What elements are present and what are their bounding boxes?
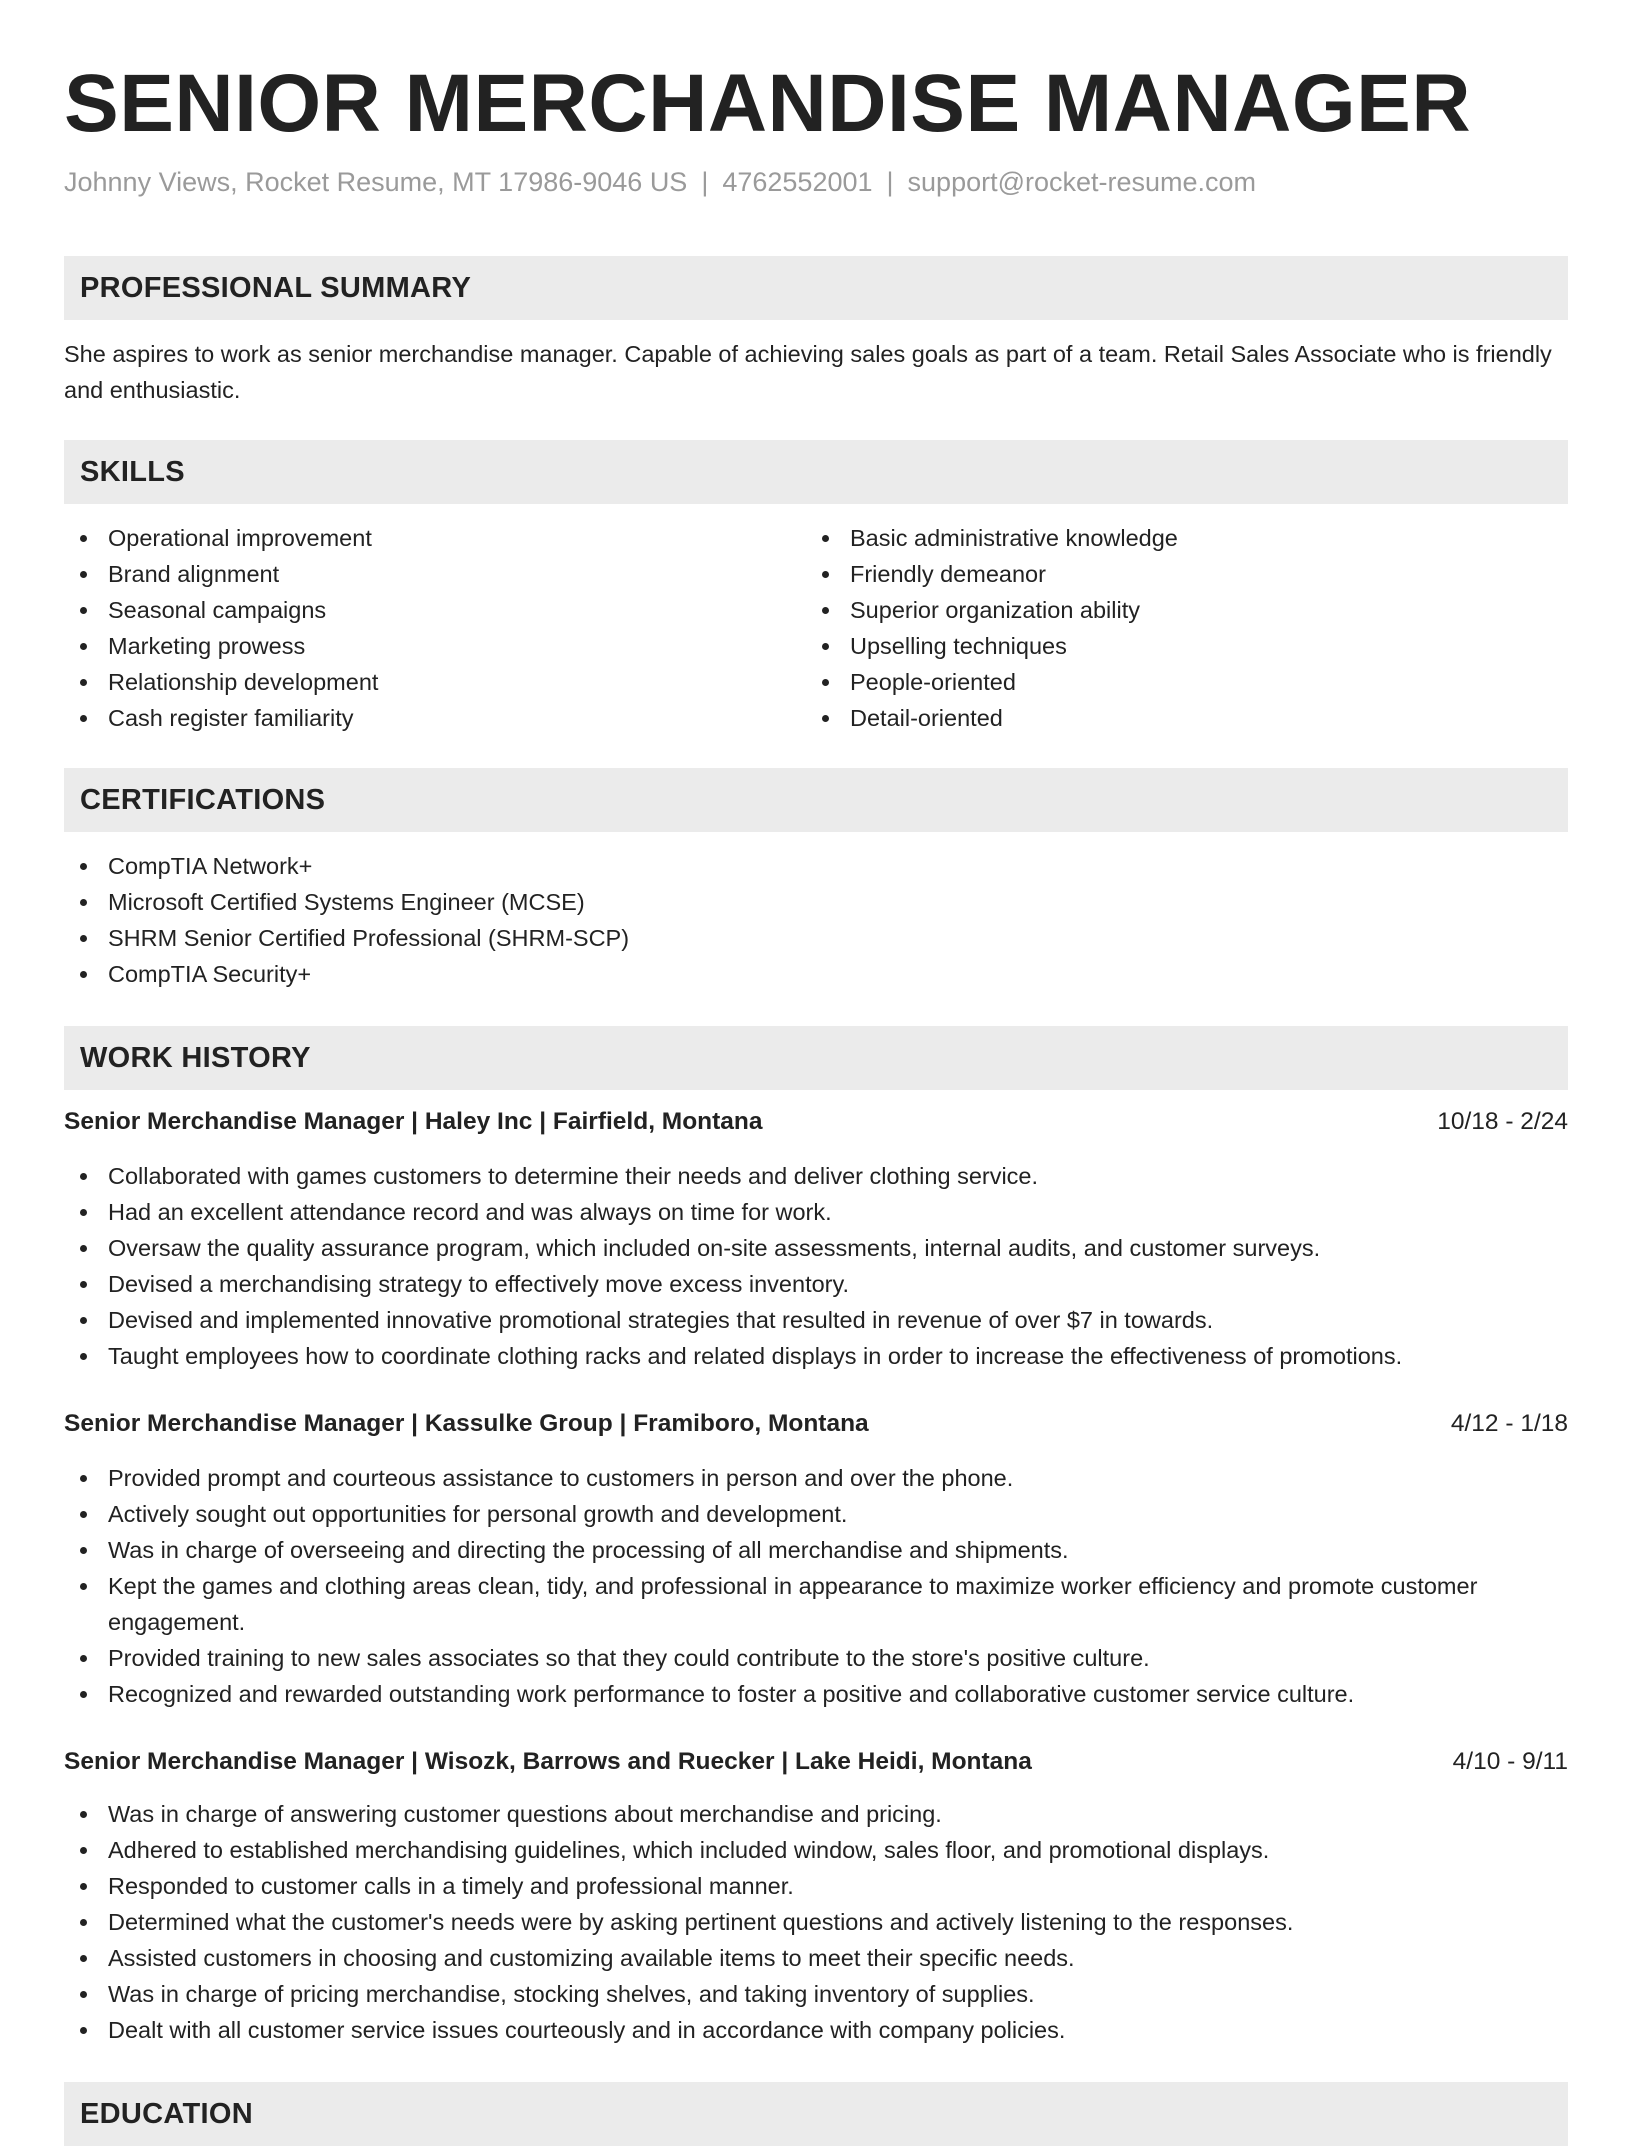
job-header: [64, 1744, 1568, 1780]
job-dates: 10/18 - 2/24: [1437, 1108, 1568, 1135]
job-bullet: Oversaw the quality assurance program, which included on-site assessments, internal audits, and customer surveys.: [64, 1230, 1568, 1266]
skill-item: Brand alignment: [64, 556, 806, 592]
contact-address: Johnny Views, Rocket Resume, MT 17986-9046 US: [64, 167, 688, 197]
job-bullet: Dealt with all customer service issues courteously and in accordance with company policies.: [64, 2012, 1568, 2048]
job-bullet: Was in charge of pricing merchandise, stocking shelves, and taking inventory of supplies.: [64, 1976, 1568, 2012]
contact-line: [64, 164, 1568, 200]
job-entry: [64, 1406, 1568, 1712]
job-bullet: Determined what the customer's needs were by asking pertinent questions and actively listening to the responses.: [64, 1904, 1568, 1940]
skill-item: Superior organization ability: [806, 592, 1548, 628]
job-entry: [64, 1744, 1568, 2048]
candidate-title: SENIOR MERCHANDISE MANAGER: [64, 58, 1472, 149]
job-bullet: Actively sought out opportunities for personal growth and development.: [64, 1496, 1568, 1532]
job-bullet: Had an excellent attendance record and was always on time for work.: [64, 1194, 1568, 1230]
job-entry: [64, 1104, 1568, 1374]
contact-separator: |: [701, 167, 709, 197]
job-header: [64, 1104, 1568, 1140]
summary-text: She aspires to work as senior merchandise manager. Capable of achieving sales goals as part of a team. Retail Sales Associate who is friendly and enthusiastic.: [64, 341, 1552, 403]
certifications-list: [64, 848, 1568, 992]
job-bullet: Taught employees how to coordinate clothing racks and related displays in order to increase the effectiveness of promotions.: [64, 1338, 1568, 1374]
skill-item: Cash register familiarity: [64, 700, 806, 736]
skill-item: People-oriented: [806, 664, 1548, 700]
section-header-certifications: CERTIFICATIONS: [64, 768, 1568, 832]
job-title: Senior Merchandise Manager | Haley Inc | Fairfield, Montana: [64, 1108, 763, 1135]
resume-page: [64, 0, 1568, 2146]
job-bullet: Devised and implemented innovative promotional strategies that resulted in revenue of over $7 in towards.: [64, 1302, 1568, 1338]
job-bullet: Kept the games and clothing areas clean, tidy, and professional in appearance to maximize worker efficiency and promote customer engagement.: [64, 1568, 1568, 1640]
job-bullet: Recognized and rewarded outstanding work performance to foster a positive and collaborative customer service culture.: [64, 1676, 1568, 1712]
skills-column-right: [806, 520, 1548, 736]
certification-item: CompTIA Security+: [64, 956, 1568, 992]
job-title: Senior Merchandise Manager | Kassulke Group | Framiboro, Montana: [64, 1410, 869, 1437]
job-bullet: Assisted customers in choosing and customizing available items to meet their specific needs.: [64, 1940, 1568, 1976]
skill-item: Basic administrative knowledge: [806, 520, 1548, 556]
job-bullet: Was in charge of answering customer questions about merchandise and pricing.: [64, 1796, 1568, 1832]
job-header: [64, 1406, 1568, 1442]
skill-item: Relationship development: [64, 664, 806, 700]
section-header-skills: SKILLS: [64, 440, 1568, 504]
certification-item: Microsoft Certified Systems Engineer (MCSE): [64, 884, 1568, 920]
contact-phone: 4762552001: [722, 167, 873, 197]
job-bullets: [64, 1460, 1568, 1712]
job-bullet: Provided prompt and courteous assistance to customers in person and over the phone.: [64, 1460, 1568, 1496]
job-bullet: Adhered to established merchandising guidelines, which included window, sales floor, and promotional displays.: [64, 1832, 1568, 1868]
section-header-education: EDUCATION: [64, 2082, 1568, 2146]
job-bullet: Was in charge of overseeing and directing the processing of all merchandise and shipments.: [64, 1532, 1568, 1568]
job-bullet: Collaborated with games customers to determine their needs and deliver clothing service.: [64, 1158, 1568, 1194]
job-bullet: Provided training to new sales associates so that they could contribute to the store's positive culture.: [64, 1640, 1568, 1676]
skills-column-left: [64, 520, 806, 736]
section-header-work-history: WORK HISTORY: [64, 1026, 1568, 1090]
section-header-summary: PROFESSIONAL SUMMARY: [64, 256, 1568, 320]
skill-item: Marketing prowess: [64, 628, 806, 664]
skill-item: Upselling techniques: [806, 628, 1548, 664]
job-title: Senior Merchandise Manager | Wisozk, Barrows and Ruecker | Lake Heidi, Montana: [64, 1748, 1032, 1775]
contact-email: support@rocket-resume.com: [907, 167, 1257, 197]
job-dates: 4/10 - 9/11: [1452, 1748, 1568, 1775]
certification-item: CompTIA Network+: [64, 848, 1568, 884]
skill-item: Seasonal campaigns: [64, 592, 806, 628]
certification-item: SHRM Senior Certified Professional (SHRM-SCP): [64, 920, 1568, 956]
skills-list: [64, 520, 1568, 736]
skill-item: Detail-oriented: [806, 700, 1548, 736]
skill-item: Operational improvement: [64, 520, 806, 556]
job-dates: 4/12 - 1/18: [1450, 1410, 1568, 1437]
job-bullet: Devised a merchandising strategy to effectively move excess inventory.: [64, 1266, 1568, 1302]
job-bullet: Responded to customer calls in a timely and professional manner.: [64, 1868, 1568, 1904]
job-bullets: [64, 1796, 1568, 2048]
skill-item: Friendly demeanor: [806, 556, 1548, 592]
job-bullets: [64, 1158, 1568, 1374]
contact-separator: |: [886, 167, 894, 197]
